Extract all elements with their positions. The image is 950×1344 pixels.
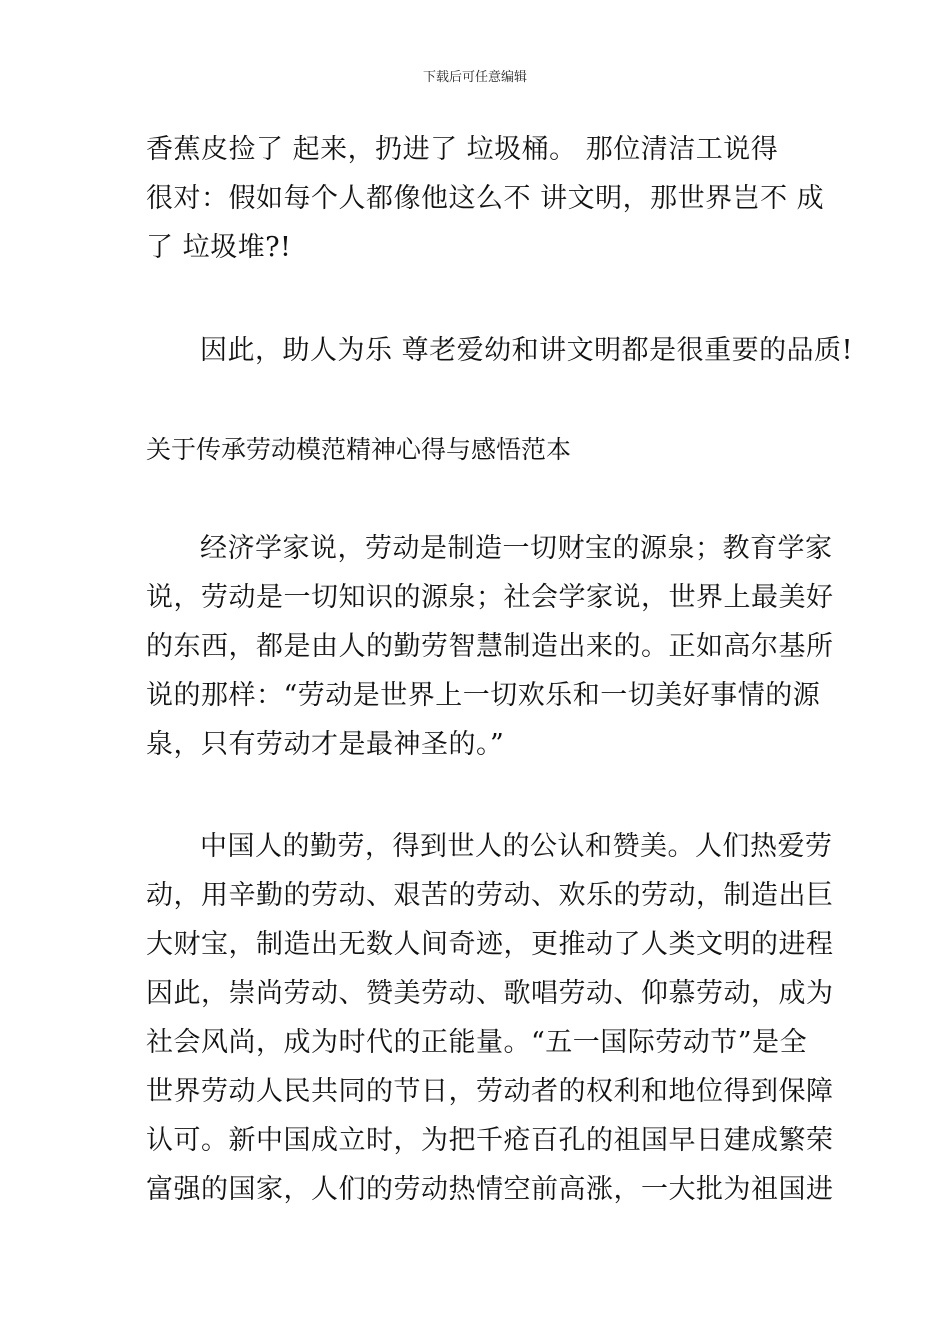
paragraph-3 — [146, 524, 834, 769]
text-line: 说，劳动是一切知识的源泉；社会学家说，世界上最美好 — [146, 582, 834, 613]
text-line: 的东西，都是由人的勤劳智慧制造出来的。正如高尔基所 — [146, 631, 834, 662]
text-line: 因此，助人为乐 尊老爱幼和讲文明都是很重要的品质! — [200, 335, 853, 366]
text-line: 说的那样：“劳动是世界上一切欢乐和一切美好事情的源 — [146, 680, 821, 711]
text-line: 经济学家说，劳动是制造一切财宝的源泉；教育学家 — [200, 533, 833, 564]
text-line: 认可。新中国成立时，为把千疮百孔的祖国早日建成繁荣 — [146, 1125, 834, 1156]
text-line: 动，用辛勤的劳动、艰苦的劳动、欢乐的劳动，制造出巨 — [146, 880, 834, 911]
document-title: 关于传承劳动模范精神心得与感悟范本 — [146, 435, 572, 464]
paragraph-2 — [146, 326, 853, 375]
text-line: 香蕉皮捡了 起来，扔进了 垃圾桶。 那位清洁工说得 — [146, 134, 779, 165]
text-line: 很对：假如每个人都像他这么不 讲文明，那世界岂不 成 — [146, 183, 825, 214]
text-line: 因此，崇尚劳动、赞美劳动、歌唱劳动、仰慕劳动，成为 — [146, 978, 834, 1009]
text-line: 大财宝，制造出无数人间奇迹，更推动了人类文明的进程 — [146, 929, 834, 960]
text-line: 社会风尚，成为时代的正能量。“五一国际劳动节”是全 — [146, 1027, 808, 1058]
page-header: 下载后可任意编辑 — [422, 70, 527, 85]
section-title — [146, 430, 810, 470]
text-line: 泉，只有劳动才是最神圣的。” — [146, 729, 505, 760]
paragraph-1 — [146, 125, 825, 272]
text-line: 了 垃圾堆?! — [146, 232, 292, 263]
text-line: 富强的国家，人们的劳动热情空前高涨，一大批为祖国进 — [146, 1174, 834, 1205]
paragraph-4 — [146, 822, 834, 1214]
text-line: 世界劳动人民共同的节日，劳动者的权利和地位得到保障 — [146, 1076, 834, 1107]
text-line: 中国人的勤劳，得到世人的公认和赞美。人们热爱劳 — [200, 831, 833, 862]
